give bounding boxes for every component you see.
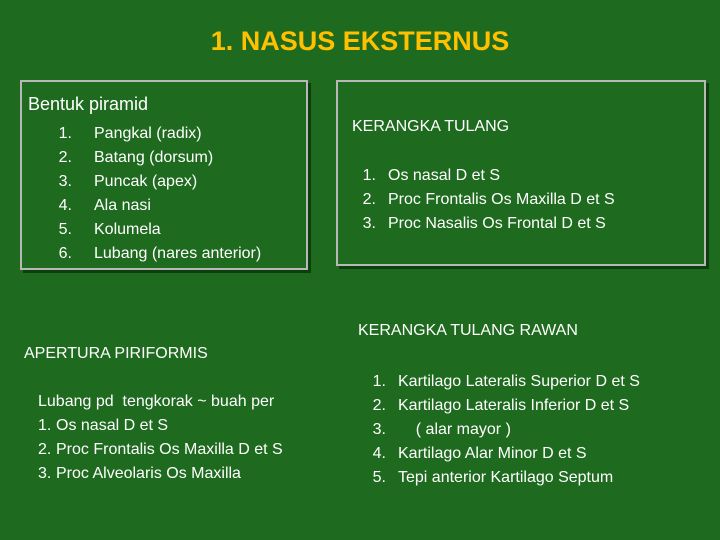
list-item xyxy=(38,438,283,462)
item-text: Batang (dorsum) xyxy=(94,149,214,166)
kerangka-tulang-list xyxy=(360,164,615,236)
item-number: 2. xyxy=(372,397,386,414)
list-item xyxy=(360,212,615,236)
item-number: 3. xyxy=(38,465,52,482)
apertura-piriformis-panel xyxy=(14,300,344,510)
list-item xyxy=(360,164,615,188)
list-item xyxy=(42,242,261,266)
list-item xyxy=(38,414,283,438)
list-item xyxy=(368,466,640,490)
item-number: 1. xyxy=(372,373,386,390)
item-number: 3. xyxy=(58,173,72,190)
item-text: Pangkal (radix) xyxy=(94,125,202,142)
item-text: Lubang (nares anterior) xyxy=(94,245,262,262)
item-text: Os nasal D et S xyxy=(56,417,169,434)
item-text: Kartilago Alar Minor D et S xyxy=(398,445,587,462)
item-text: Proc Frontalis Os Maxilla D et S xyxy=(388,191,615,208)
list-item xyxy=(42,146,261,170)
item-number: 1. xyxy=(58,125,72,142)
slide-title: 1. NASUS EKSTERNUS xyxy=(210,26,510,56)
kerangka-tulang-rawan-panel xyxy=(344,298,708,510)
apertura-intro: Lubang pd tengkorak ~ buah per xyxy=(38,393,275,410)
item-number: 3. xyxy=(372,421,386,438)
item-number: 4. xyxy=(372,445,386,462)
kerangka-rawan-heading: KERANGKA TULANG RAWAN xyxy=(358,322,578,339)
list-item xyxy=(368,442,640,466)
item-text: Kartilago Lateralis Superior D et S xyxy=(398,373,640,390)
item-text: Puncak (apex) xyxy=(94,173,198,190)
item-text: ( alar mayor ) xyxy=(398,421,511,438)
bentuk-heading: Bentuk piramid xyxy=(28,94,149,114)
item-text: Kartilago Lateralis Inferior D et S xyxy=(398,397,630,414)
item-text: Kolumela xyxy=(94,221,161,238)
apertura-list xyxy=(38,414,283,486)
list-item xyxy=(38,462,283,486)
list-item xyxy=(42,122,261,146)
item-text: Tepi anterior Kartilago Septum xyxy=(398,469,614,486)
list-item xyxy=(368,394,640,418)
list-item xyxy=(360,188,615,212)
item-number: 2. xyxy=(38,441,52,458)
item-number: 2. xyxy=(58,149,72,166)
apertura-heading: APERTURA PIRIFORMIS xyxy=(24,345,208,362)
kerangka-tulang-heading: KERANGKA TULANG xyxy=(352,118,510,135)
item-number: 6. xyxy=(58,245,72,262)
list-item xyxy=(368,418,640,442)
list-item xyxy=(42,170,261,194)
item-number: 5. xyxy=(58,221,72,238)
item-number: 5. xyxy=(372,469,386,486)
item-text: Os nasal D et S xyxy=(388,167,501,184)
item-number: 2. xyxy=(362,191,376,208)
item-text: Ala nasi xyxy=(94,197,151,214)
bentuk-list xyxy=(42,122,261,266)
list-item xyxy=(368,370,640,394)
item-number: 3. xyxy=(362,215,376,232)
list-item xyxy=(42,218,261,242)
item-text: Proc Alveolaris Os Maxilla xyxy=(56,465,241,482)
item-text: Proc Frontalis Os Maxilla D et S xyxy=(56,441,283,458)
list-item xyxy=(42,194,261,218)
item-number: 1. xyxy=(362,167,376,184)
item-number: 1. xyxy=(38,417,52,434)
kerangka-rawan-list xyxy=(368,370,640,490)
item-number: 4. xyxy=(58,197,72,214)
item-text: Proc Nasalis Os Frontal D et S xyxy=(388,215,606,232)
kerangka-tulang-panel xyxy=(336,80,706,266)
bentuk-piramid-panel xyxy=(20,80,308,270)
